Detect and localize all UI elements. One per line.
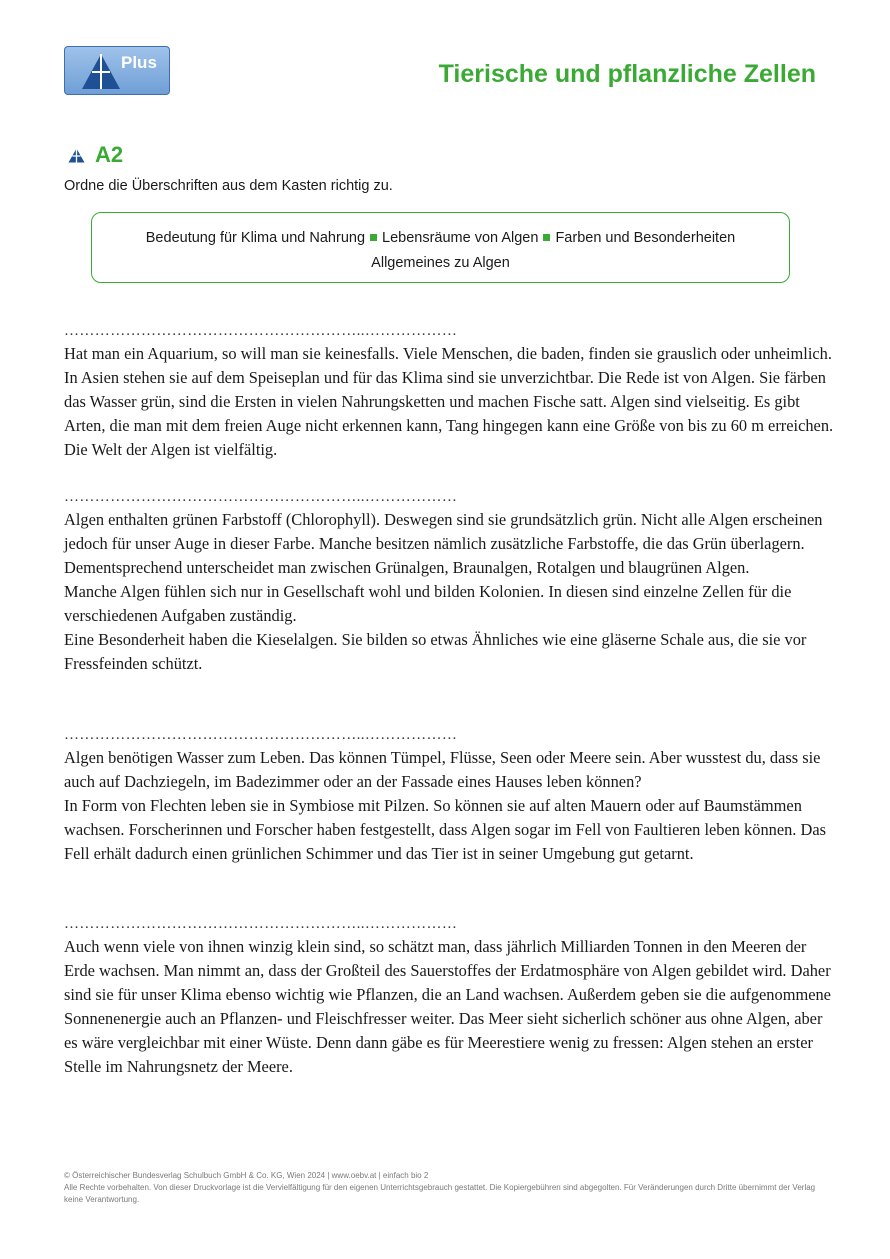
paragraph: Eine Besonderheit haben die Kieselalgen. Sie bilden so etwas Ähnliches wie eine gläserne Schale aus, die sie vor Fressfeinden schützt. (64, 630, 807, 673)
heading-option: Allgemeines zu Algen (371, 255, 510, 271)
separator-square-icon (543, 234, 550, 241)
task-level-icon (68, 148, 85, 163)
task-instruction: Ordne die Überschriften aus dem Kasten richtig zu. (64, 178, 393, 194)
task-header (68, 142, 123, 168)
triangle-logo-icon (81, 53, 121, 90)
paragraph: Hat man ein Aquarium, so will man sie keinesfalls. Viele Menschen, die baden, finden sie grauslich oder unheimlich. In Asien stehen sie auf dem Speiseplan und für das Klima sind sie unverzichtbar. Die Rede ist von Algen. Sie färben das Wasser grün, sind die Ersten in vielen Nahrungsketten und machen Fische satt. Algen sind vielseitig. Es gibt Arten, die man mit dem freien Auge nicht erkennen kann, Tang hingegen kann eine Größe von bis zu 60 m erreichen. Die Welt der Algen ist vielfältig. (64, 344, 834, 459)
plus-logo (64, 46, 170, 95)
paragraph: Algen benötigen Wasser zum Leben. Das können Tümpel, Flüsse, Seen oder Meere sein. Aber wusstest du, dass sie auch auf Dachziegeln, im Badezimmer oder an der Fassade eines Hauses leben können? (64, 748, 821, 791)
heading-option: Farben und Besonderheiten (555, 230, 736, 246)
logo-text: Plus (121, 53, 157, 72)
heading-option: Bedeutung für Klima und Nahrung (145, 230, 366, 246)
text-section-2 (64, 488, 834, 676)
heading-option: Lebensräume von Algen (382, 230, 539, 246)
task-label: A2 (95, 142, 124, 167)
paragraph: Algen enthalten grünen Farbstoff (Chlorophyll). Deswegen sind sie grundsätzlich grün. Nicht alle Algen erscheinen jedoch für unser Auge in dieser Farbe. Manche besitzen nämlich zusätzliche Farbstoffe, die das Grün überlagern. Dementsprechend unterscheidet man zwischen Grünalgen, Braunalgen, Rotalgen und blaugrünen Algen. (64, 510, 823, 577)
heading-blank[interactable]: …………………………………………………..……………… (64, 489, 458, 505)
page-title: Tierische und pflanzliche Zellen (438, 60, 816, 88)
paragraph: Auch wenn viele von ihnen winzig klein sind, so schätzt man, dass jährlich Milliarden Tonnen in den Meeren der Erde wachsen. Man nimmt an, dass der Großteil des Sauerstoffes der Erdatmosphäre von Algen gebildet wird. Daher sind sie für unser Klima ebenso wichtig wie Pflanzen, die an Land wachsen. Außerdem geben sie die aufgenommene Sonnenenergie auch an Pflanzen- und Fleischfresser weiter. Das Meer sieht sicherlich schöner aus ohne Algen, aber es wäre vergleichbar mit einer Wüste. Denn dann gäbe es für Meerestiere wenig zu fressen: Algen stehen an erster Stelle im Nahrungsnetz der Meere. (64, 937, 831, 1076)
paragraph: In Form von Flechten leben sie in Symbiose mit Pilzen. So können sie auf alten Mauern oder auf Baumstämmen wachsen. Forscherinnen und Forscher haben festgestellt, dass Algen sogar im Fell von Faultieren leben können. Das Fell erhält dadurch einen grünlichen Schimmer und das Tier ist in seiner Umgebung gut getarnt. (64, 796, 826, 863)
headings-box (91, 212, 790, 283)
footer (64, 1170, 824, 1206)
text-section-4 (64, 915, 834, 1079)
footer-copyright: © Österreichischer Bundesverlag Schulbuch GmbH & Co. KG, Wien 2024 | www.oebv.at | einfach bio 2 (64, 1171, 429, 1180)
paragraph: Manche Algen fühlen sich nur in Gesellschaft wohl und bilden Kolonien. In diesen sind einzelne Zellen für die verschiedenen Aufgaben zuständig. (64, 582, 792, 625)
text-section-1 (64, 322, 834, 462)
heading-blank[interactable]: …………………………………………………..……………… (64, 323, 458, 339)
heading-blank[interactable]: …………………………………………………..……………… (64, 916, 458, 932)
footer-rights: Alle Rechte vorbehalten. Von dieser Druckvorlage ist die Vervielfältigung für den eigenen Unterrichtsgebrauch gestattet. Die Kopiergebühren sind abgegolten. Für Veränderungen durch Dritte übernimmt der Verlag keine Verantwortung. (64, 1183, 816, 1204)
separator-square-icon (370, 234, 377, 241)
heading-blank[interactable]: …………………………………………………..……………… (64, 727, 458, 743)
text-section-3 (64, 726, 834, 866)
